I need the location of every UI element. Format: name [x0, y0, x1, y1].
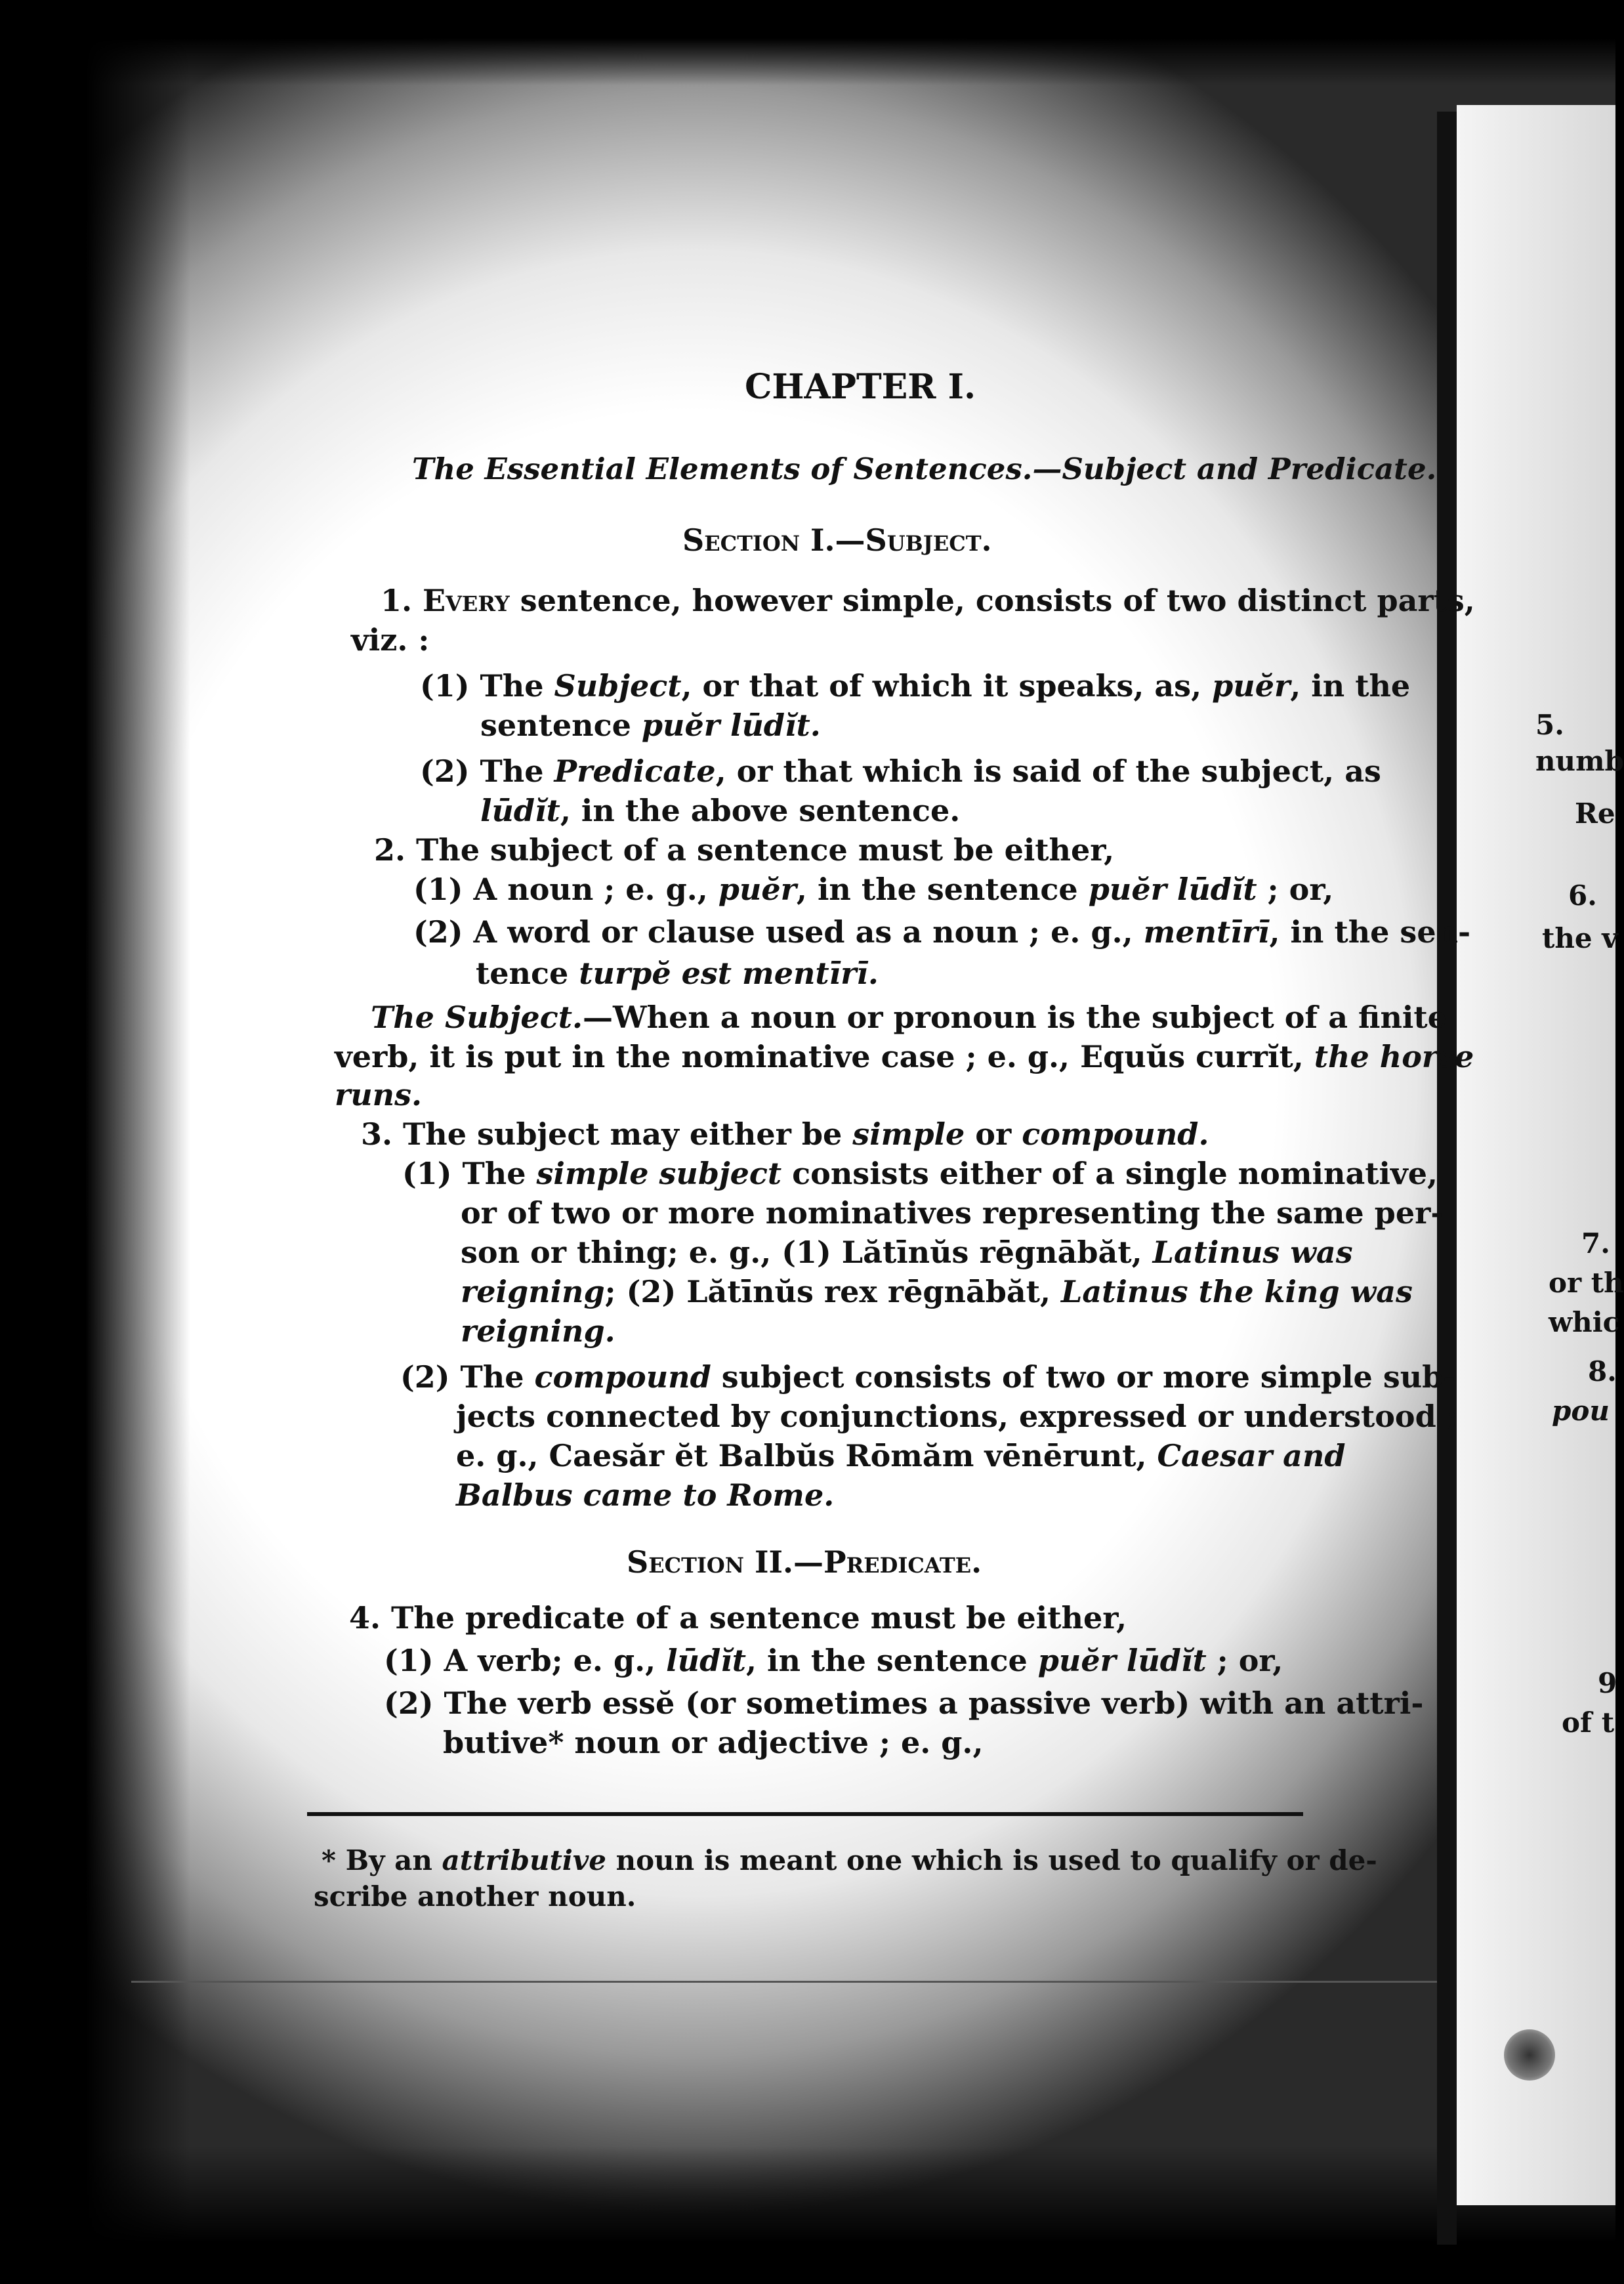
- list-item-simple-subject: [461, 1233, 1353, 1272]
- facing-page-fragment: Re: [1575, 797, 1615, 830]
- list-item-compound-subject: jects connected by conjunctions, expressed or understood ;: [456, 1399, 1458, 1434]
- paragraph-1-line: viz. :: [351, 622, 430, 658]
- scan-dark-border-left: [0, 0, 190, 2284]
- paragraph-number: 1.: [381, 583, 413, 618]
- facing-page-edge: [1457, 105, 1624, 2205]
- footnote-text: * By an: [322, 1844, 442, 1876]
- facing-page-fragment: or th: [1549, 1267, 1624, 1299]
- latin-example: ; (2) Lătīnŭs rex rēgnābăt,: [604, 1274, 1061, 1309]
- scan-dark-border-top: [0, 0, 1615, 85]
- facing-page-fragment: 6.: [1568, 879, 1597, 912]
- list-item-clause: [476, 954, 879, 993]
- list-text: , in the sentence: [796, 872, 1089, 907]
- list-text: tence: [476, 956, 579, 991]
- translation: reigning: [461, 1274, 605, 1309]
- paragraph-lead-word: Every: [423, 583, 510, 618]
- term: attributive: [442, 1844, 606, 1876]
- scan-dark-border-bottom: [0, 2146, 1615, 2284]
- latin-word: mentīrī: [1143, 914, 1270, 950]
- footnote-line: [322, 1841, 1377, 1880]
- latin-example: puĕr lūdĭt.: [641, 708, 821, 743]
- list-text: (1) A noun ; e. g.,: [413, 872, 718, 907]
- paragraph-3-line: [361, 1114, 1209, 1154]
- list-text: (2) The: [420, 753, 554, 789]
- chapter-subtitle: The Essential Elements of Sentences.—Subject and Predicate.: [412, 452, 1437, 486]
- list-text: ; or,: [1206, 1643, 1283, 1678]
- list-item-simple-subject: or of two or more nominatives representing the same per-: [461, 1195, 1444, 1231]
- translation: Caesar and: [1157, 1438, 1346, 1473]
- latin-example: puĕr lūdĭt: [1037, 1643, 1207, 1678]
- facing-page-fragment: of t: [1562, 1706, 1615, 1739]
- latin-example: son or thing; e. g., (1) Lătīnŭs rēgnābăt,: [461, 1235, 1153, 1270]
- list-text: sentence: [480, 708, 642, 743]
- list-item-predicate: [480, 791, 960, 830]
- paragraph-run-in-heading: The Subject.: [371, 1000, 583, 1035]
- subject-paragraph-line: runs.: [335, 1077, 423, 1112]
- list-item-predicate: [420, 751, 1381, 791]
- facing-page-fragment: numb: [1535, 745, 1624, 777]
- list-text: consists either of a single nominative,: [781, 1156, 1438, 1191]
- list-item-simple-subject: [402, 1154, 1438, 1193]
- paragraph-4-line: 4. The predicate of a sentence must be either,: [349, 1600, 1127, 1636]
- facing-page-fragment: 9: [1598, 1667, 1617, 1699]
- list-item-clause: [413, 912, 1470, 952]
- list-text: ; or,: [1257, 872, 1334, 907]
- list-term: Predicate: [554, 753, 716, 789]
- translation: Latinus was: [1152, 1235, 1353, 1270]
- paragraph-text: or: [965, 1116, 1022, 1152]
- term: simple: [852, 1116, 965, 1152]
- page-fold-line: [131, 1981, 1437, 1983]
- list-text: (1) The: [420, 668, 554, 704]
- list-item-noun: [413, 870, 1333, 909]
- list-item-verb-esse: (2) The verb essĕ (or sometimes a passive verb) with an attri-: [384, 1685, 1424, 1721]
- list-item-simple-subject: reigning.: [461, 1313, 615, 1349]
- latin-word: lūdĭt: [480, 793, 560, 828]
- latin-example: turpĕ est mentīrī.: [579, 956, 879, 991]
- facing-page-fragment: whic: [1549, 1306, 1620, 1338]
- list-text: , in the: [1290, 668, 1411, 704]
- term: compound.: [1022, 1116, 1209, 1152]
- book-spine-gutter: [1437, 112, 1457, 2245]
- facing-page-fragment: 5.: [1535, 709, 1564, 741]
- list-item-verb-esse: butive* noun or adjective ; e. g.,: [443, 1725, 984, 1760]
- subject-paragraph-line: [371, 998, 1447, 1037]
- list-text: (2) The: [400, 1359, 535, 1395]
- footnote-line: scribe another noun.: [314, 1880, 636, 1913]
- subject-paragraph-line: [335, 1037, 1474, 1076]
- list-item-subject: [480, 706, 821, 745]
- latin-word: puĕr: [718, 872, 797, 907]
- section-heading: Section II.—Predicate.: [627, 1544, 982, 1580]
- list-item-verb: [384, 1641, 1283, 1680]
- list-text: (2) A word or clause used as a noun ; e. g.,: [413, 914, 1144, 950]
- paragraph-text: —When a noun or pronoun is the subject of a finite: [582, 1000, 1447, 1035]
- list-text: (1) The: [402, 1156, 537, 1191]
- latin-word: puĕr: [1212, 668, 1291, 704]
- paragraph-text: sentence, however simple, consists of two distinct parts,: [509, 583, 1475, 618]
- footnote-text: noun is meant one which is used to qualify or de-: [606, 1844, 1377, 1876]
- facing-page-fragment: pou: [1552, 1395, 1610, 1427]
- paragraph-text: 3. The subject may either be: [361, 1116, 853, 1152]
- list-text: subject consists of two or more simple sub-: [711, 1359, 1456, 1395]
- facing-page-fragment: 8.: [1588, 1355, 1617, 1387]
- list-text: , or that which is said of the subject, as: [715, 753, 1381, 789]
- list-item-subject: [420, 666, 1410, 706]
- list-text: , in the above sentence.: [560, 793, 961, 828]
- list-text: (1) A verb; e. g.,: [384, 1643, 667, 1678]
- list-item-compound-subject: [456, 1436, 1346, 1475]
- latin-example: e. g., Caesăr ĕt Balbŭs Rōmăm vēnērunt,: [456, 1438, 1157, 1473]
- list-item-simple-subject: [461, 1272, 1413, 1311]
- facing-page-fragment: the v: [1542, 922, 1618, 954]
- term: compound: [534, 1359, 711, 1395]
- translation: Latinus the king was: [1061, 1274, 1413, 1309]
- paragraph-2-line: 2. The subject of a sentence must be either,: [374, 832, 1115, 868]
- list-item-compound-subject: [400, 1357, 1455, 1397]
- translation: the horse: [1314, 1039, 1474, 1074]
- list-item-compound-subject: Balbus came to Rome.: [456, 1477, 835, 1513]
- list-text: , or that of which it speaks, as,: [681, 668, 1213, 704]
- list-term: Subject: [554, 668, 682, 704]
- paragraph-1-line: [381, 581, 1475, 620]
- facing-page-fragment: 7.: [1581, 1227, 1610, 1259]
- scan-blemish: [1504, 2029, 1555, 2081]
- list-text: , in the sen-: [1269, 914, 1471, 950]
- footnote-divider: [307, 1812, 1303, 1816]
- section-heading: Section I.—Subject.: [682, 522, 992, 558]
- term: simple subject: [536, 1156, 782, 1191]
- latin-word: lūdĭt: [666, 1643, 746, 1678]
- list-text: , in the sentence: [745, 1643, 1038, 1678]
- chapter-title: CHAPTER I.: [745, 367, 976, 407]
- latin-example: puĕr lūdĭt: [1088, 872, 1257, 907]
- paragraph-text: verb, it is put in the nominative case ; e. g., Equŭs currĭt,: [335, 1039, 1314, 1074]
